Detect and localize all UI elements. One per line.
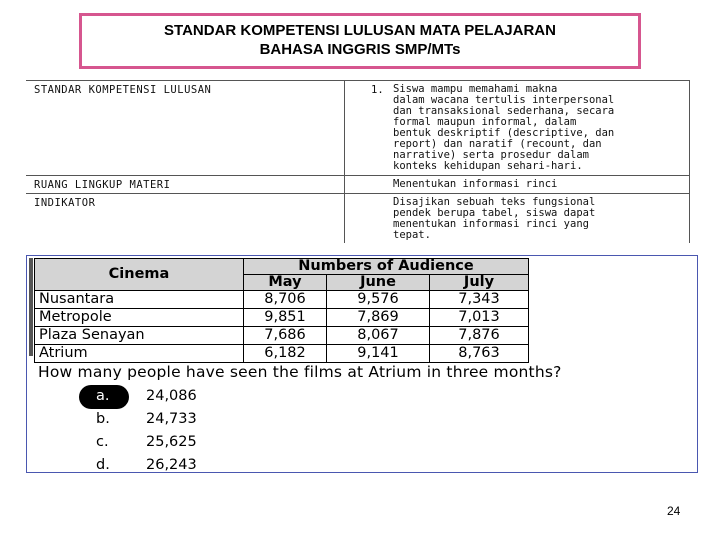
- frame-edge: [29, 258, 33, 356]
- cinema-name: Atrium: [35, 345, 244, 363]
- title-line-1: STANDAR KOMPETENSI LULUSAN MATA PELAJARAN: [164, 22, 556, 39]
- option-letter: c.: [96, 434, 109, 450]
- cell-value: 7,013: [430, 309, 529, 327]
- row-text: Disajikan sebuah teks fungsional pendek berupa tabel, siswa dapat menentukan informasi rinci yang tepat.: [393, 196, 596, 241]
- option-letter: d.: [96, 457, 110, 473]
- cell-value: 8,706: [244, 291, 327, 309]
- row-text: Siswa mampu memahami makna dalam wacana tertulis interpersonal dan transaksional sederhana, secara formal maupun informal, dalam bentuk deskriptif (descriptive, dan report) dan naratif (recount, dan narrative) serta prosedur dalam konteks kehidupan sehari-hari.: [393, 83, 615, 172]
- question-text: How many people have seen the films at Atrium in three months?: [38, 363, 562, 381]
- table-column-divider: [689, 80, 690, 243]
- option-value: 26,243: [146, 457, 197, 473]
- answer-option-d[interactable]: [96, 457, 197, 473]
- cinema-name: Nusantara: [35, 291, 244, 309]
- header-cinema: Cinema: [35, 259, 244, 291]
- table-row: [35, 327, 529, 345]
- option-value: 24,086: [146, 388, 197, 404]
- cell-value: 8,067: [327, 327, 430, 345]
- cell-value: 7,876: [430, 327, 529, 345]
- table-row: [35, 291, 529, 309]
- option-letter: b.: [96, 411, 110, 427]
- cell-value: 9,141: [327, 345, 430, 363]
- option-value: 25,625: [146, 434, 197, 450]
- table-divider: [26, 193, 689, 194]
- option-letter: a.: [96, 388, 110, 404]
- cell-value: 9,851: [244, 309, 327, 327]
- table-row: [35, 345, 529, 363]
- row-number: 1.: [371, 84, 384, 96]
- header-month: May: [244, 275, 327, 291]
- row-label: INDIKATOR: [34, 197, 96, 209]
- cell-value: 6,182: [244, 345, 327, 363]
- cell-value: 7,869: [327, 309, 430, 327]
- table-column-divider: [344, 80, 345, 243]
- answer-option-c[interactable]: [96, 434, 197, 450]
- table-divider: [26, 175, 689, 176]
- slide-title-box: [79, 13, 641, 69]
- row-text: Menentukan informasi rinci: [393, 178, 558, 190]
- cell-value: 9,576: [327, 291, 430, 309]
- cinema-name: Plaza Senayan: [35, 327, 244, 345]
- row-label: STANDAR KOMPETENSI LULUSAN: [34, 84, 212, 96]
- cinema-audience-table: [34, 258, 529, 363]
- cell-value: 8,763: [430, 345, 529, 363]
- header-month: June: [327, 275, 430, 291]
- title-line-2: BAHASA INGGRIS SMP/MTs: [259, 41, 461, 58]
- answer-option-b[interactable]: [96, 411, 197, 427]
- cell-value: 7,686: [244, 327, 327, 345]
- header-month: July: [430, 275, 529, 291]
- row-label: RUANG LINGKUP MATERI: [34, 179, 171, 191]
- competency-info-table: [26, 80, 689, 244]
- table-row: [35, 309, 529, 327]
- cell-value: 7,343: [430, 291, 529, 309]
- answer-option-a[interactable]: [96, 388, 197, 404]
- cinema-name: Metropole: [35, 309, 244, 327]
- option-value: 24,733: [146, 411, 197, 427]
- header-audience: Numbers of Audience: [244, 259, 529, 275]
- page-number: 24: [667, 504, 681, 518]
- table-divider: [26, 80, 689, 81]
